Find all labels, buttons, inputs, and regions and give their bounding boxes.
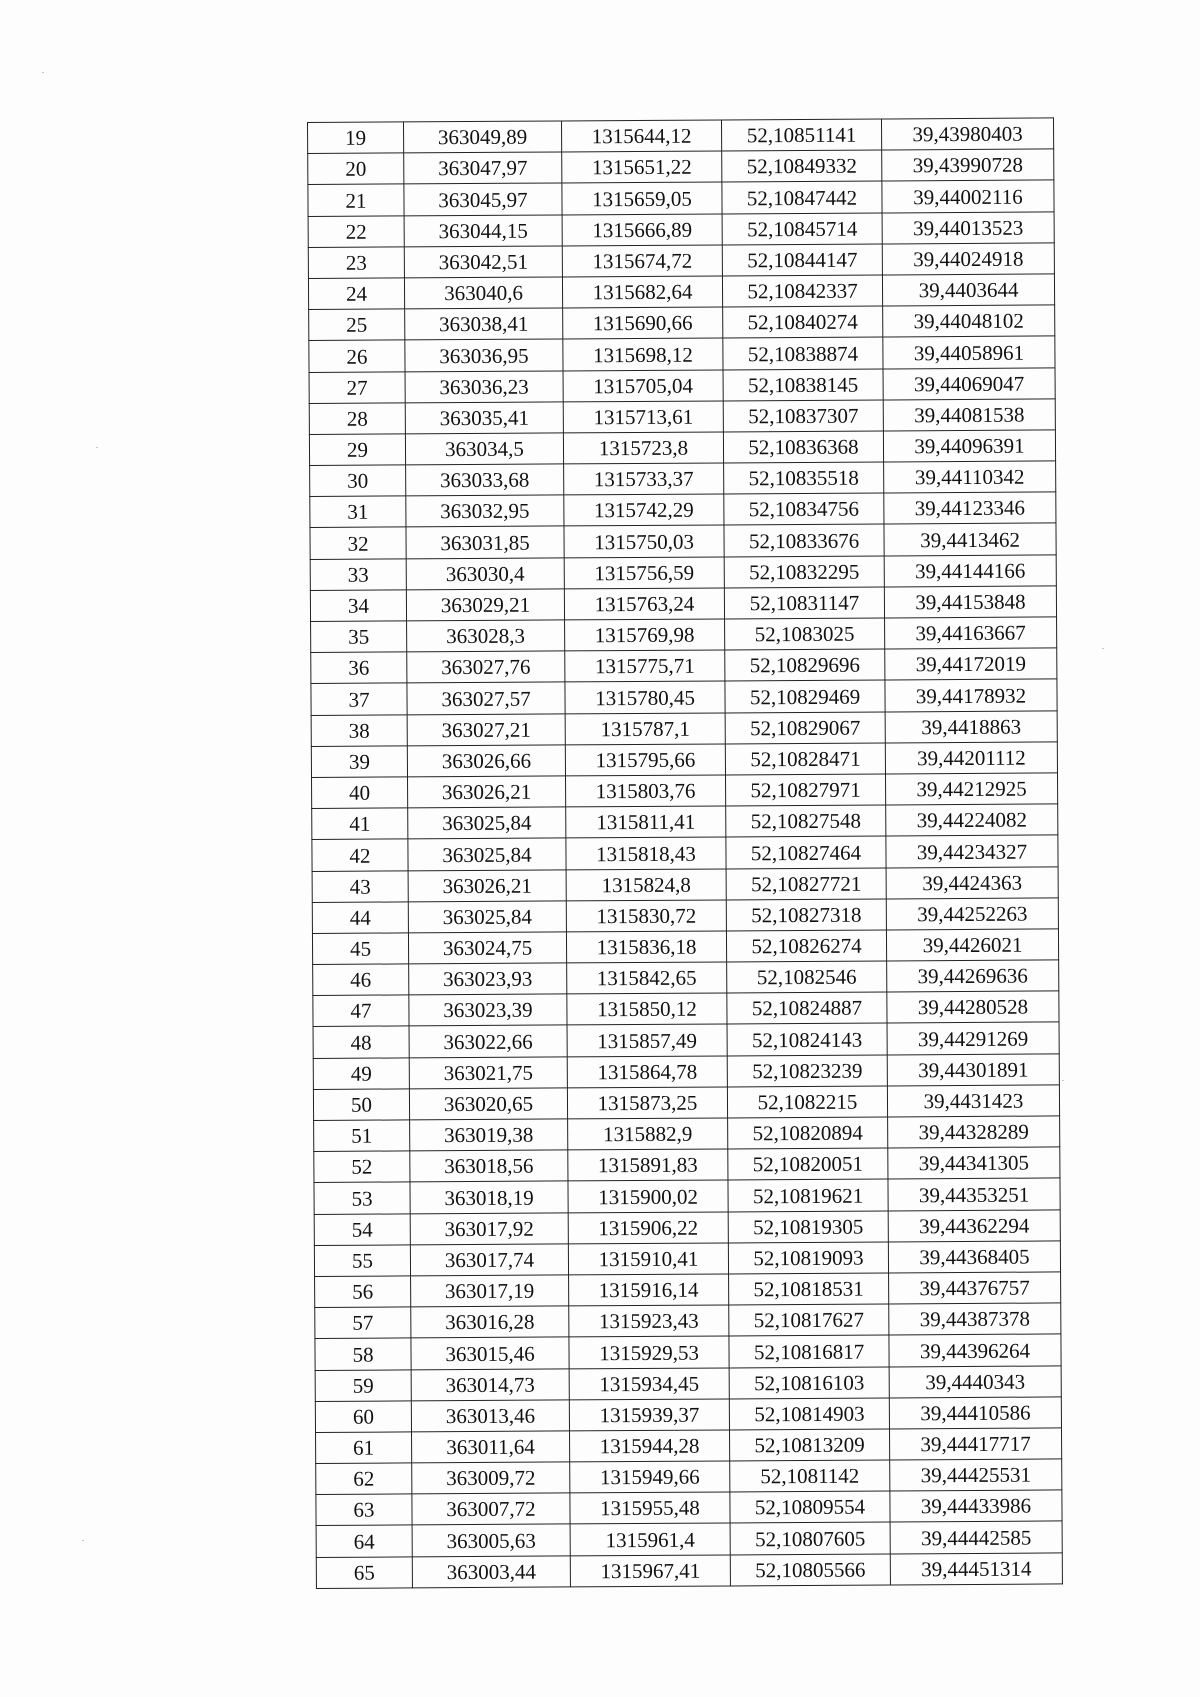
longitude-cell: 39,44269636 (887, 960, 1059, 992)
table-row (310, 523, 1056, 559)
x-coordinate-cell: 363038,41 (405, 308, 563, 340)
point-number-cell: 24 (308, 278, 404, 310)
scan-speck (42, 72, 44, 73)
table-row (312, 898, 1058, 934)
latitude-cell: 52,10820051 (728, 1148, 888, 1180)
point-number-cell: 33 (310, 559, 406, 591)
point-number-cell: 52 (314, 1151, 410, 1183)
latitude-cell: 52,10827464 (726, 836, 886, 868)
x-coordinate-cell: 363040,6 (404, 277, 562, 309)
x-coordinate-cell: 363034,5 (405, 433, 563, 465)
latitude-cell: 52,10831147 (724, 587, 884, 619)
table-row (309, 367, 1055, 403)
longitude-cell: 39,44234327 (886, 835, 1058, 867)
y-coordinate-cell: 1315916,14 (569, 1274, 729, 1306)
table-row (315, 1272, 1061, 1308)
latitude-cell: 52,10847442 (722, 181, 882, 213)
y-coordinate-cell: 1315763,24 (564, 588, 724, 620)
y-coordinate-cell: 1315910,41 (568, 1243, 728, 1275)
x-coordinate-cell: 363018,19 (410, 1181, 568, 1213)
y-coordinate-cell: 1315705,04 (563, 369, 723, 401)
x-coordinate-cell: 363028,3 (407, 620, 565, 652)
latitude-cell: 52,10845714 (722, 213, 882, 245)
x-coordinate-cell: 363044,15 (404, 215, 562, 247)
point-number-cell: 39 (311, 746, 407, 778)
latitude-cell: 52,10849332 (722, 150, 882, 182)
latitude-cell: 52,10824143 (727, 1023, 887, 1055)
latitude-cell: 52,10824887 (727, 992, 887, 1024)
point-number-cell: 35 (311, 621, 407, 653)
longitude-cell: 39,44172019 (885, 648, 1057, 680)
table-row (310, 555, 1056, 591)
x-coordinate-cell: 363009,72 (412, 1462, 570, 1494)
latitude-cell: 52,10829696 (725, 649, 885, 681)
point-number-cell: 57 (315, 1307, 411, 1339)
x-coordinate-cell: 363047,97 (404, 152, 562, 184)
longitude-cell: 39,4403644 (882, 274, 1054, 306)
longitude-cell: 39,44110342 (884, 461, 1056, 493)
table-row (313, 991, 1059, 1027)
table-row (316, 1428, 1062, 1464)
point-number-cell: 38 (311, 714, 407, 746)
x-coordinate-cell: 363020,65 (409, 1088, 567, 1120)
latitude-cell: 52,10819621 (728, 1179, 888, 1211)
point-number-cell: 45 (312, 933, 408, 965)
y-coordinate-cell: 1315723,8 (563, 432, 723, 464)
y-coordinate-cell: 1315929,53 (569, 1336, 729, 1368)
y-coordinate-cell: 1315949,66 (570, 1461, 730, 1493)
longitude-cell: 39,44433986 (890, 1490, 1062, 1522)
x-coordinate-cell: 363023,93 (409, 963, 567, 995)
point-number-cell: 29 (309, 434, 405, 466)
table-row (311, 617, 1057, 653)
y-coordinate-cell: 1315769,98 (565, 619, 725, 651)
latitude-cell: 52,10836368 (723, 431, 883, 463)
point-number-cell: 64 (316, 1525, 412, 1557)
coordinates-table (307, 117, 1063, 1588)
table-row (314, 1147, 1060, 1183)
coordinates-table-body (308, 118, 1063, 1588)
x-coordinate-cell: 363036,95 (405, 339, 563, 371)
point-number-cell: 40 (312, 777, 408, 809)
y-coordinate-cell: 1315955,48 (570, 1492, 730, 1524)
y-coordinate-cell: 1315803,76 (565, 775, 725, 807)
table-row (312, 929, 1058, 965)
table-row (313, 1085, 1059, 1121)
longitude-cell: 39,44048102 (883, 305, 1055, 337)
latitude-cell: 52,10837307 (723, 400, 883, 432)
y-coordinate-cell: 1315864,78 (567, 1056, 727, 1088)
longitude-cell: 39,44081538 (883, 399, 1055, 431)
latitude-cell: 52,10827721 (726, 867, 886, 899)
latitude-cell: 52,10829067 (725, 712, 885, 744)
point-number-cell: 63 (316, 1494, 412, 1526)
longitude-cell: 39,4418863 (885, 710, 1057, 742)
longitude-cell: 39,44280528 (887, 991, 1059, 1023)
y-coordinate-cell: 1315756,59 (564, 557, 724, 589)
y-coordinate-cell: 1315682,64 (562, 276, 722, 308)
point-number-cell: 30 (310, 465, 406, 497)
y-coordinate-cell: 1315906,22 (568, 1212, 728, 1244)
table-row (312, 866, 1058, 902)
point-number-cell: 47 (313, 995, 409, 1027)
table-row (309, 336, 1055, 372)
point-number-cell: 32 (310, 527, 406, 559)
x-coordinate-cell: 363003,44 (412, 1556, 570, 1588)
latitude-cell: 52,10809554 (730, 1491, 890, 1523)
longitude-cell: 39,44163667 (885, 617, 1057, 649)
point-number-cell: 19 (308, 122, 404, 154)
y-coordinate-cell: 1315891,83 (568, 1149, 728, 1181)
longitude-cell: 39,44396264 (889, 1334, 1061, 1366)
y-coordinate-cell: 1315836,18 (566, 931, 726, 963)
x-coordinate-cell: 363017,92 (410, 1212, 568, 1244)
x-coordinate-cell: 363023,39 (409, 994, 567, 1026)
table-row (310, 461, 1056, 497)
latitude-cell: 52,10835518 (724, 462, 884, 494)
table-row (309, 399, 1055, 435)
latitude-cell: 52,10842337 (722, 275, 882, 307)
point-number-cell: 58 (315, 1338, 411, 1370)
longitude-cell: 39,44417717 (889, 1428, 1061, 1460)
point-number-cell: 61 (316, 1432, 412, 1464)
x-coordinate-cell: 363030,4 (406, 558, 564, 590)
y-coordinate-cell: 1315824,8 (566, 868, 726, 900)
latitude-cell: 52,10807605 (730, 1522, 890, 1554)
y-coordinate-cell: 1315690,66 (563, 307, 723, 339)
latitude-cell: 52,10827971 (725, 774, 885, 806)
y-coordinate-cell: 1315842,65 (567, 962, 727, 994)
table-row (314, 1209, 1060, 1245)
table-row (311, 679, 1057, 715)
y-coordinate-cell: 1315939,37 (569, 1399, 729, 1431)
table-row (315, 1334, 1061, 1370)
y-coordinate-cell: 1315795,66 (565, 744, 725, 776)
table-row (309, 305, 1055, 341)
point-number-cell: 22 (308, 215, 404, 247)
x-coordinate-cell: 363007,72 (412, 1493, 570, 1525)
point-number-cell: 48 (313, 1026, 409, 1058)
point-number-cell: 65 (316, 1557, 412, 1589)
longitude-cell: 39,44341305 (888, 1147, 1060, 1179)
scan-speck (96, 447, 98, 448)
longitude-cell: 39,4426021 (886, 929, 1058, 961)
longitude-cell: 39,44178932 (885, 679, 1057, 711)
y-coordinate-cell: 1315666,89 (562, 214, 722, 246)
point-number-cell: 23 (308, 247, 404, 279)
latitude-cell: 52,10819305 (728, 1211, 888, 1243)
x-coordinate-cell: 363027,76 (407, 651, 565, 683)
x-coordinate-cell: 363021,75 (409, 1057, 567, 1089)
table-row (308, 118, 1054, 154)
point-number-cell: 46 (313, 964, 409, 996)
table-row (312, 835, 1058, 871)
latitude-cell: 52,10826274 (726, 930, 886, 962)
table-row (308, 212, 1054, 248)
longitude-cell: 39,44362294 (888, 1209, 1060, 1241)
x-coordinate-cell: 363011,64 (412, 1431, 570, 1463)
x-coordinate-cell: 363019,38 (410, 1119, 568, 1151)
longitude-cell: 39,4440343 (889, 1365, 1061, 1397)
x-coordinate-cell: 363049,89 (404, 121, 562, 153)
table-row (316, 1521, 1062, 1557)
longitude-cell: 39,44153848 (884, 586, 1056, 618)
x-coordinate-cell: 363036,23 (405, 370, 563, 402)
latitude-cell: 52,10844147 (722, 244, 882, 276)
point-number-cell: 25 (309, 309, 405, 341)
y-coordinate-cell: 1315857,49 (567, 1024, 727, 1056)
longitude-cell: 39,44212925 (885, 773, 1057, 805)
y-coordinate-cell: 1315644,12 (561, 120, 721, 152)
longitude-cell: 39,4431423 (887, 1085, 1059, 1117)
table-row (310, 586, 1056, 622)
y-coordinate-cell: 1315651,22 (562, 151, 722, 183)
latitude-cell: 52,1083025 (725, 618, 885, 650)
point-number-cell: 20 (308, 153, 404, 185)
longitude-cell: 39,43980403 (881, 118, 1053, 150)
latitude-cell: 52,10833676 (724, 524, 884, 556)
latitude-cell: 52,10827318 (726, 899, 886, 931)
x-coordinate-cell: 363025,84 (408, 901, 566, 933)
latitude-cell: 52,10851141 (721, 119, 881, 151)
point-number-cell: 21 (308, 184, 404, 216)
point-number-cell: 56 (315, 1276, 411, 1308)
longitude-cell: 39,44291269 (887, 1022, 1059, 1054)
y-coordinate-cell: 1315742,29 (564, 494, 724, 526)
x-coordinate-cell: 363026,66 (407, 745, 565, 777)
x-coordinate-cell: 363026,21 (408, 869, 566, 901)
latitude-cell: 52,10816103 (729, 1366, 889, 1398)
table-row (313, 1022, 1059, 1058)
table-row (311, 648, 1057, 684)
y-coordinate-cell: 1315698,12 (563, 338, 723, 370)
longitude-cell: 39,44301891 (887, 1054, 1059, 1086)
latitude-cell: 52,10834756 (724, 493, 884, 525)
point-number-cell: 53 (314, 1182, 410, 1214)
table-row (312, 773, 1058, 809)
point-number-cell: 54 (314, 1213, 410, 1245)
table-row (309, 430, 1055, 466)
table-row (310, 492, 1056, 528)
scan-speck (1062, 1080, 1064, 1081)
latitude-cell: 52,10820894 (728, 1117, 888, 1149)
x-coordinate-cell: 363029,21 (406, 589, 564, 621)
y-coordinate-cell: 1315830,72 (566, 900, 726, 932)
x-coordinate-cell: 363033,68 (406, 464, 564, 496)
y-coordinate-cell: 1315818,43 (566, 837, 726, 869)
x-coordinate-cell: 363016,28 (411, 1306, 569, 1338)
longitude-cell: 39,4424363 (886, 866, 1058, 898)
x-coordinate-cell: 363045,97 (404, 183, 562, 215)
point-number-cell: 34 (310, 590, 406, 622)
y-coordinate-cell: 1315900,02 (568, 1180, 728, 1212)
point-number-cell: 60 (315, 1401, 411, 1433)
y-coordinate-cell: 1315944,28 (569, 1430, 729, 1462)
table-row (311, 710, 1057, 746)
longitude-cell: 39,44013523 (882, 212, 1054, 244)
y-coordinate-cell: 1315659,05 (562, 182, 722, 214)
point-number-cell: 37 (311, 683, 407, 715)
table-row (315, 1365, 1061, 1401)
table-row (313, 960, 1059, 996)
x-coordinate-cell: 363042,51 (404, 246, 562, 278)
longitude-cell: 39,44024918 (882, 243, 1054, 275)
x-coordinate-cell: 363027,21 (407, 713, 565, 745)
scan-speck (1102, 648, 1104, 649)
table-row (314, 1116, 1060, 1152)
latitude-cell: 52,10816817 (729, 1335, 889, 1367)
longitude-cell: 39,44328289 (888, 1116, 1060, 1148)
y-coordinate-cell: 1315674,72 (562, 245, 722, 277)
point-number-cell: 62 (316, 1463, 412, 1495)
point-number-cell: 26 (309, 340, 405, 372)
y-coordinate-cell: 1315961,4 (570, 1523, 730, 1555)
x-coordinate-cell: 363018,56 (410, 1150, 568, 1182)
latitude-cell: 52,10818531 (729, 1273, 889, 1305)
x-coordinate-cell: 363022,66 (409, 1025, 567, 1057)
longitude-cell: 39,44410586 (889, 1397, 1061, 1429)
latitude-cell: 52,1082215 (727, 1086, 887, 1118)
longitude-cell: 39,44442585 (890, 1521, 1062, 1553)
x-coordinate-cell: 363025,84 (408, 838, 566, 870)
longitude-cell: 39,44144166 (884, 555, 1056, 587)
y-coordinate-cell: 1315873,25 (567, 1087, 727, 1119)
y-coordinate-cell: 1315882,9 (568, 1118, 728, 1150)
longitude-cell: 39,44451314 (890, 1553, 1062, 1585)
longitude-cell: 39,44368405 (888, 1241, 1060, 1273)
point-number-cell: 42 (312, 839, 408, 871)
longitude-cell: 39,44376757 (889, 1272, 1061, 1304)
longitude-cell: 39,44123346 (884, 492, 1056, 524)
latitude-cell: 52,10828471 (725, 743, 885, 775)
table-row (313, 1054, 1059, 1090)
point-number-cell: 43 (312, 870, 408, 902)
y-coordinate-cell: 1315923,43 (569, 1305, 729, 1337)
point-number-cell: 59 (315, 1369, 411, 1401)
point-number-cell: 44 (312, 902, 408, 934)
point-number-cell: 28 (309, 403, 405, 435)
latitude-cell: 52,10805566 (730, 1554, 890, 1586)
table-row (308, 180, 1054, 216)
x-coordinate-cell: 363005,63 (412, 1524, 570, 1556)
x-coordinate-cell: 363027,57 (407, 682, 565, 714)
latitude-cell: 52,1082546 (727, 961, 887, 993)
latitude-cell: 52,1081142 (730, 1460, 890, 1492)
table-row (316, 1459, 1062, 1495)
latitude-cell: 52,10838145 (723, 368, 883, 400)
longitude-cell: 39,44002116 (882, 180, 1054, 212)
longitude-cell: 39,44387378 (889, 1303, 1061, 1335)
latitude-cell: 52,10829469 (725, 680, 885, 712)
y-coordinate-cell: 1315733,37 (564, 463, 724, 495)
y-coordinate-cell: 1315811,41 (566, 806, 726, 838)
point-number-cell: 27 (309, 371, 405, 403)
y-coordinate-cell: 1315967,41 (570, 1555, 730, 1587)
y-coordinate-cell: 1315787,1 (565, 713, 725, 745)
latitude-cell: 52,10832295 (724, 556, 884, 588)
point-number-cell: 36 (311, 652, 407, 684)
longitude-cell: 39,44096391 (883, 430, 1055, 462)
latitude-cell: 52,10840274 (723, 306, 883, 338)
y-coordinate-cell: 1315750,03 (564, 525, 724, 557)
latitude-cell: 52,10838874 (723, 337, 883, 369)
latitude-cell: 52,10819093 (728, 1242, 888, 1274)
table-row (308, 149, 1054, 185)
table-row (315, 1397, 1061, 1433)
latitude-cell: 52,10823239 (727, 1055, 887, 1087)
x-coordinate-cell: 363017,74 (410, 1244, 568, 1276)
table-row (316, 1553, 1062, 1589)
y-coordinate-cell: 1315780,45 (565, 681, 725, 713)
x-coordinate-cell: 363026,21 (408, 776, 566, 808)
table-row (312, 804, 1058, 840)
latitude-cell: 52,10813209 (729, 1429, 889, 1461)
point-number-cell: 50 (313, 1089, 409, 1121)
longitude-cell: 39,44252263 (886, 898, 1058, 930)
x-coordinate-cell: 363024,75 (408, 932, 566, 964)
y-coordinate-cell: 1315713,61 (563, 401, 723, 433)
longitude-cell: 39,44201112 (885, 742, 1057, 774)
x-coordinate-cell: 363017,19 (411, 1275, 569, 1307)
longitude-cell: 39,44058961 (883, 336, 1055, 368)
x-coordinate-cell: 363013,46 (411, 1400, 569, 1432)
table-row (308, 243, 1054, 279)
table-row (308, 274, 1054, 310)
longitude-cell: 39,44069047 (883, 367, 1055, 399)
x-coordinate-cell: 363025,84 (408, 807, 566, 839)
x-coordinate-cell: 363015,46 (411, 1337, 569, 1369)
latitude-cell: 52,10817627 (729, 1304, 889, 1336)
point-number-cell: 49 (313, 1058, 409, 1090)
longitude-cell: 39,44224082 (886, 804, 1058, 836)
point-number-cell: 51 (314, 1120, 410, 1152)
table-row (315, 1303, 1061, 1339)
scan-speck (82, 1540, 84, 1541)
longitude-cell: 39,44353251 (888, 1178, 1060, 1210)
x-coordinate-cell: 363031,85 (406, 526, 564, 558)
longitude-cell: 39,44425531 (890, 1459, 1062, 1491)
table-row (311, 742, 1057, 778)
longitude-cell: 39,4413462 (884, 523, 1056, 555)
x-coordinate-cell: 363032,95 (406, 495, 564, 527)
longitude-cell: 39,43990728 (882, 149, 1054, 181)
y-coordinate-cell: 1315850,12 (567, 993, 727, 1025)
point-number-cell: 55 (314, 1245, 410, 1277)
point-number-cell: 31 (310, 496, 406, 528)
table-row (314, 1178, 1060, 1214)
latitude-cell: 52,10827548 (726, 805, 886, 837)
latitude-cell: 52,10814903 (729, 1398, 889, 1430)
table-row (316, 1490, 1062, 1526)
table-row (314, 1241, 1060, 1277)
x-coordinate-cell: 363035,41 (405, 402, 563, 434)
x-coordinate-cell: 363014,73 (411, 1368, 569, 1400)
y-coordinate-cell: 1315934,45 (569, 1367, 729, 1399)
point-number-cell: 41 (312, 808, 408, 840)
y-coordinate-cell: 1315775,71 (565, 650, 725, 682)
